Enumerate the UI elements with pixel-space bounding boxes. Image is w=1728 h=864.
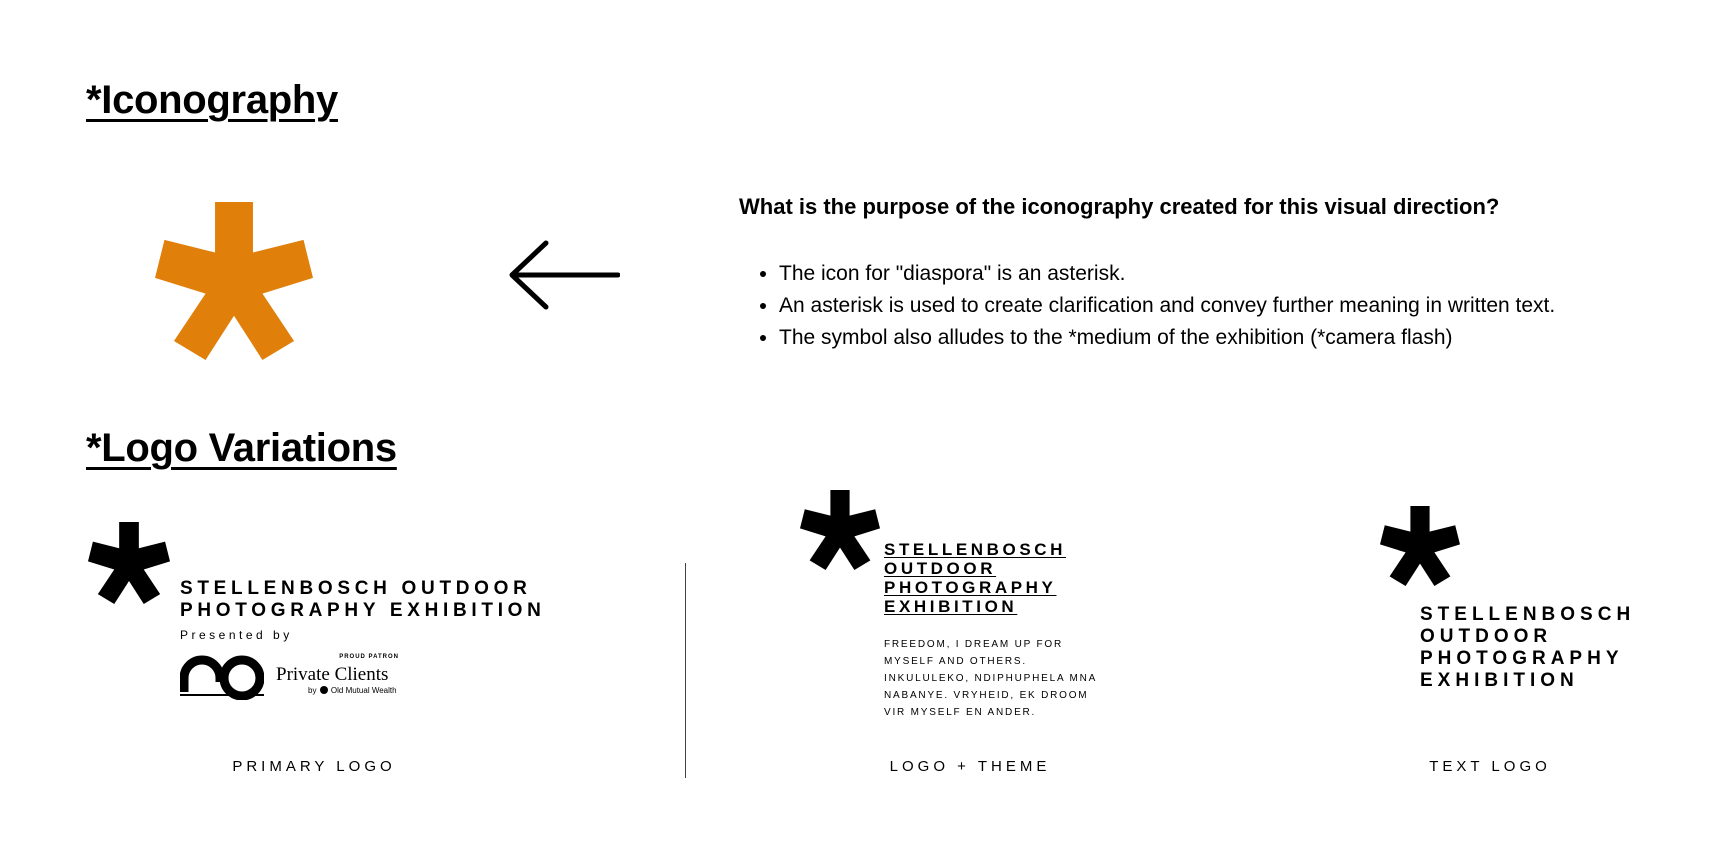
theme-title-line: OUTDOOR	[884, 559, 997, 578]
sponsor-parent-text: Old Mutual Wealth	[330, 686, 397, 695]
text-logo-title-line: OUTDOOR	[1420, 626, 1553, 647]
sponsor-name: Private Clients	[276, 664, 389, 685]
iconography-bullets	[739, 258, 1555, 354]
text-logo-title-line: STELLENBOSCH	[1420, 604, 1636, 625]
black-asterisk-icon	[1378, 506, 1462, 586]
presented-by-label: Presented by	[180, 628, 293, 642]
theme-text-line: MYSELF AND OTHERS.	[884, 656, 1027, 667]
bullet-item: • The icon for "diaspora" is an asterisk.	[779, 258, 1555, 290]
sponsor-small-label: PROUD PATRON	[339, 654, 399, 660]
primary-logo-title-line: PHOTOGRAPHY EXHIBITION	[180, 600, 546, 621]
divider	[685, 563, 686, 778]
iconography-heading: *Iconography	[86, 78, 338, 122]
theme-text-line: VIR MYSELF EN ANDER.	[884, 707, 1037, 718]
sponsor-byline	[308, 686, 397, 695]
theme-title-line: PHOTOGRAPHY	[884, 578, 1057, 597]
theme-text	[884, 636, 1097, 721]
theme-logo-caption: LOGO + THEME	[889, 758, 1051, 775]
text-logo-title	[1420, 604, 1635, 692]
text-logo-title-line: EXHIBITION	[1420, 670, 1579, 691]
arrow-left-icon	[508, 240, 620, 310]
text-logo-caption: TEXT LOGO	[1429, 758, 1551, 775]
sponsor-by-text: by	[308, 686, 317, 695]
primary-logo-caption: PRIMARY LOGO	[232, 758, 396, 775]
theme-text-line: NABANYE. VRYHEID, EK DROOM	[884, 690, 1089, 701]
bullet-item: • An asterisk is used to create clarification and convey further meaning in written text.	[779, 290, 1555, 322]
logo-variations-heading: *Logo Variations	[86, 426, 397, 470]
sponsor-logo-mark-icon	[180, 654, 264, 700]
theme-logo-title	[884, 540, 1066, 616]
text-logo-title-line: PHOTOGRAPHY	[1420, 648, 1624, 669]
black-asterisk-icon	[798, 490, 882, 570]
theme-text-line: FREEDOM, I DREAM UP FOR	[884, 639, 1064, 650]
iconography-question: What is the purpose of the iconography created for this visual direction?	[739, 194, 1500, 219]
primary-logo-title	[180, 578, 546, 622]
theme-title-line: STELLENBOSCH	[884, 540, 1067, 559]
black-asterisk-icon	[86, 522, 172, 604]
theme-title-line: EXHIBITION	[884, 597, 1018, 616]
bullet-item: • The symbol also alludes to the *medium of the exhibition (*camera flash)	[779, 322, 1555, 354]
primary-logo-title-line: STELLENBOSCH OUTDOOR	[180, 578, 532, 599]
theme-text-line: INKULULEKO, NDIPHUPHELA MNA	[884, 673, 1098, 684]
orange-asterisk-icon	[150, 202, 318, 360]
old-mutual-logo-icon	[320, 686, 328, 694]
